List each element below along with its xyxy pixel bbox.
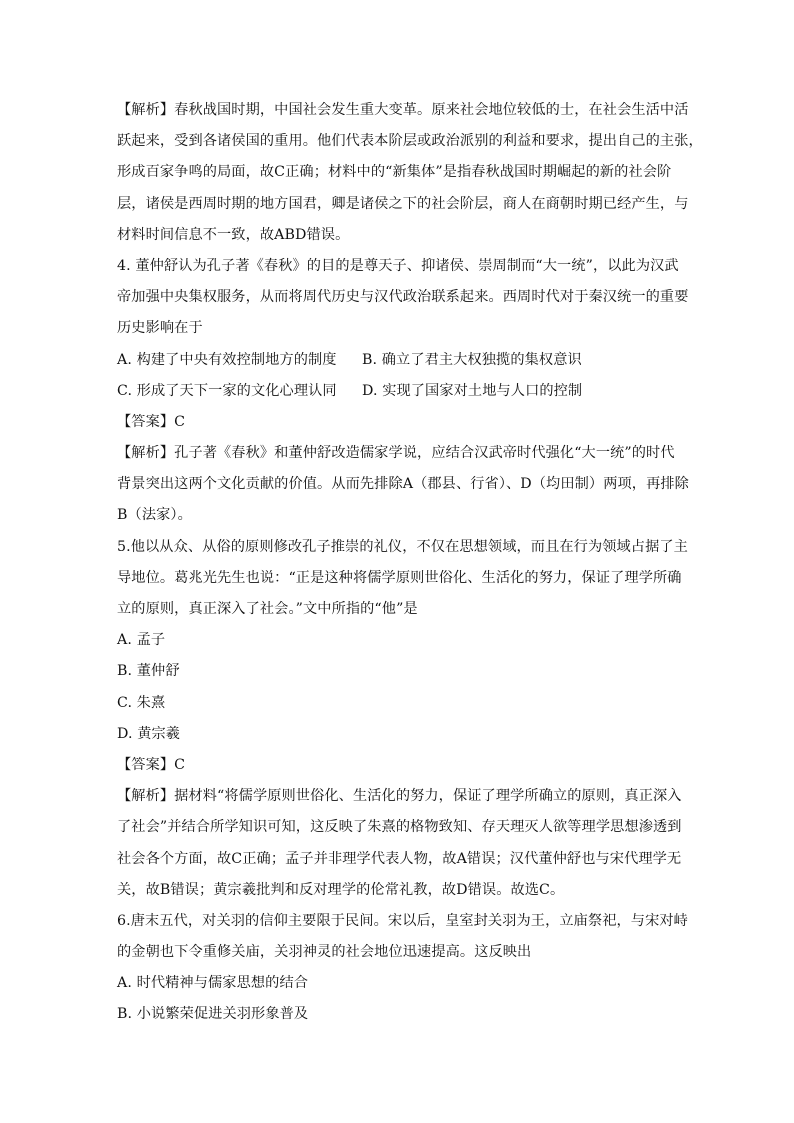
- question-stem-line: 帝加强中央集权服务，从而将周代历史与汉代政治联系起来。西周时代对于秦汉统一的重要: [117, 289, 689, 306]
- question-stem-line: 历史影响在于: [117, 320, 203, 337]
- text-line: 【解析】春秋战国时期，中国社会发生重大变革。原来社会地位较低的士，在社会生活中活: [117, 102, 689, 118]
- options-row: [117, 345, 687, 376]
- option-b: B. 董仲舒: [117, 663, 180, 680]
- question-stem-line: 的金朝也下令重修关庙，关羽神灵的社会地位迅速提高。这反映出: [117, 944, 532, 961]
- question-4: [117, 251, 687, 532]
- question-stem-line: 6.唐末五代，对关羽的信仰主要限于民间。宋以后，皇室封关羽为王，立庙祭祀，与宋对峙: [117, 912, 688, 929]
- q3-analysis: [117, 95, 703, 251]
- option-d: D. 实现了国家对土地与人口的控制: [362, 382, 583, 399]
- option-c: C. 形成了天下一家的文化心理认同: [117, 382, 337, 399]
- question-stem-line: 4. 董仲舒认为孔子著《春秋》的目的是尊天子、抑诸侯、崇周制而“大一统”，以此为汉武: [117, 257, 679, 274]
- analysis-line: B（法家）。: [117, 507, 192, 524]
- text-line: 材料时间信息不一致，故ABD错误。: [117, 226, 350, 243]
- option-c: C. 朱熹: [117, 694, 166, 711]
- question-5: [117, 532, 687, 906]
- document-page: [117, 95, 703, 1031]
- question-stem-line: 立的原则，真正深入了社会。”文中所指的“他”是: [117, 601, 418, 617]
- option-b: B. 确立了君主大权独揽的集权意识: [362, 351, 582, 368]
- question-stem-line: 5.他以从众、从俗的原则修改孔子推崇的礼仪，不仅在思想领域，而且在行为领域占据了主: [117, 538, 688, 555]
- option-a: A. 孟子: [117, 632, 166, 649]
- analysis-line: 社会各个方面，故C正确；孟子并非理学代表人物，故A错误；汉代董仲舒也与宋代理学无: [117, 850, 682, 867]
- question-stem-line: 导地位。葛兆光先生也说：“正是这种将儒学原则世俗化、生活化的努力，保证了理学所确: [117, 569, 682, 586]
- option-d: D. 黄宗羲: [117, 725, 181, 742]
- answer-line: 【答案】C: [117, 413, 186, 430]
- analysis-line: 【解析】据材料“将儒学原则世俗化、生活化的努力，保证了理学所确立的原则，真正深入: [117, 788, 682, 805]
- text-line: 层，诸侯是西周时期的地方国君，卿是诸侯之下的社会阶层，商人在商朝时期已经产生，与: [117, 195, 689, 212]
- text-line: 跃起来，受到各诸侯国的重用。他们代表本阶层或政治派别的利益和要求，提出自己的主张，: [117, 133, 703, 150]
- analysis-line: 【解析】孔子著《春秋》和董仲舒改造儒家学说，应结合汉武帝时代强化“大一统”的时代: [117, 445, 675, 462]
- analysis-line: 关，故B错误；黄宗羲批判和反对理学的伦常礼教，故D错误。故选C。: [117, 881, 565, 898]
- analysis-line: 了社会”并结合所学知识可知，这反映了朱熹的格物致知、存天理灭人欲等理学思想渗透到: [117, 819, 682, 836]
- analysis-line: 背景突出这两个文化贡献的价值。从而先排除A（郡县、行省）、D（均田制）两项，再排除: [117, 476, 689, 493]
- option-a: A. 时代精神与儒家思想的结合: [117, 975, 309, 992]
- option-a: A. 构建了中央有效控制地方的制度: [117, 351, 337, 368]
- options-row: [117, 376, 687, 407]
- question-6: [117, 906, 687, 1031]
- text-line: 形成百家争鸣的局面，故C正确；材料中的“新集体”是指春秋战国时期崛起的新的社会阶: [117, 164, 672, 181]
- answer-line: 【答案】C: [117, 756, 186, 773]
- option-b: B. 小说繁荣促进关羽形象普及: [117, 1006, 309, 1023]
